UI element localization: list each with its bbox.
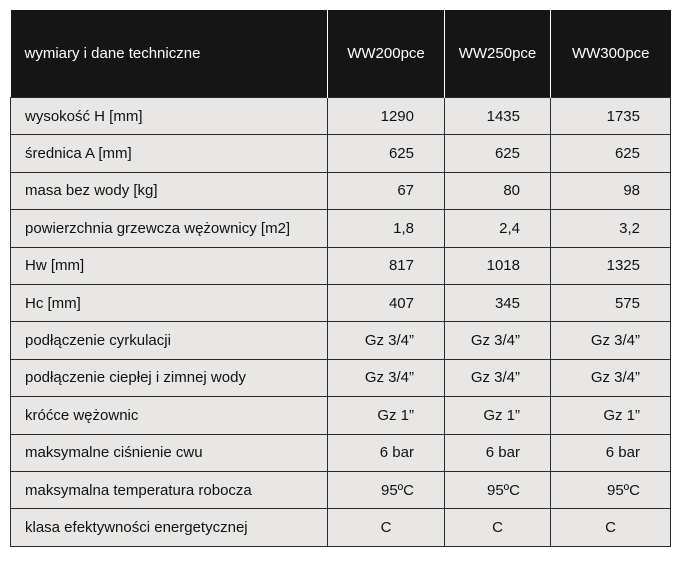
row-value-ww300pce: 6 bar xyxy=(551,434,671,471)
row-label: klasa efektywności energetycznej xyxy=(11,509,328,546)
table-row xyxy=(11,172,671,209)
row-value-ww300pce: 95ºC xyxy=(551,471,671,508)
table-row xyxy=(11,434,671,471)
row-value-ww300pce: 1325 xyxy=(551,247,671,284)
row-value-ww300pce: 575 xyxy=(551,284,671,321)
row-label: maksymalna temperatura robocza xyxy=(11,471,328,508)
row-label: średnica A [mm] xyxy=(11,135,328,172)
row-value-ww200pce: Gz 1” xyxy=(328,397,445,434)
header-label: wymiary i dane techniczne xyxy=(11,10,328,98)
row-value-ww250pce: C xyxy=(445,509,551,546)
table-body xyxy=(11,98,671,547)
row-value-ww300pce: 98 xyxy=(551,172,671,209)
header-model-ww300pce: WW300pce xyxy=(551,10,671,98)
row-value-ww250pce: 345 xyxy=(445,284,551,321)
row-value-ww200pce: C xyxy=(328,509,445,546)
table-row xyxy=(11,397,671,434)
row-label: Hc [mm] xyxy=(11,284,328,321)
row-value-ww200pce: 1290 xyxy=(328,98,445,135)
row-value-ww250pce: 1018 xyxy=(445,247,551,284)
header-row xyxy=(11,10,671,98)
row-value-ww200pce: 817 xyxy=(328,247,445,284)
row-value-ww250pce: 95ºC xyxy=(445,471,551,508)
table-row xyxy=(11,135,671,172)
row-value-ww300pce: Gz 1” xyxy=(551,397,671,434)
row-value-ww200pce: 1,8 xyxy=(328,210,445,247)
row-value-ww300pce: Gz 3/4” xyxy=(551,359,671,396)
row-label: wysokość H [mm] xyxy=(11,98,328,135)
row-value-ww200pce: 67 xyxy=(328,172,445,209)
row-label: maksymalne ciśnienie cwu xyxy=(11,434,328,471)
row-value-ww250pce: Gz 1” xyxy=(445,397,551,434)
table-header xyxy=(11,10,671,98)
row-value-ww300pce: 625 xyxy=(551,135,671,172)
table-row xyxy=(11,284,671,321)
row-label: króćce wężownic xyxy=(11,397,328,434)
table-row xyxy=(11,98,671,135)
row-value-ww200pce: 95ºC xyxy=(328,471,445,508)
header-model-ww250pce: WW250pce xyxy=(445,10,551,98)
row-value-ww250pce: 2,4 xyxy=(445,210,551,247)
row-label: podłączenie cyrkulacji xyxy=(11,322,328,359)
table-row xyxy=(11,359,671,396)
row-value-ww300pce: 3,2 xyxy=(551,210,671,247)
row-label: Hw [mm] xyxy=(11,247,328,284)
row-value-ww200pce: Gz 3/4” xyxy=(328,322,445,359)
technical-data-table xyxy=(10,10,671,547)
row-value-ww250pce: 80 xyxy=(445,172,551,209)
row-value-ww300pce: Gz 3/4” xyxy=(551,322,671,359)
row-value-ww250pce: 1435 xyxy=(445,98,551,135)
row-value-ww300pce: C xyxy=(551,509,671,546)
row-value-ww250pce: Gz 3/4” xyxy=(445,322,551,359)
row-label: powierzchnia grzewcza wężownicy [m2] xyxy=(11,210,328,247)
row-value-ww300pce: 1735 xyxy=(551,98,671,135)
row-label: masa bez wody [kg] xyxy=(11,172,328,209)
row-label: podłączenie ciepłej i zimnej wody xyxy=(11,359,328,396)
row-value-ww250pce: 6 bar xyxy=(445,434,551,471)
table-row xyxy=(11,247,671,284)
row-value-ww200pce: 6 bar xyxy=(328,434,445,471)
row-value-ww200pce: 407 xyxy=(328,284,445,321)
table-row xyxy=(11,322,671,359)
row-value-ww200pce: Gz 3/4” xyxy=(328,359,445,396)
table-row xyxy=(11,509,671,546)
row-value-ww250pce: 625 xyxy=(445,135,551,172)
row-value-ww200pce: 625 xyxy=(328,135,445,172)
table-row xyxy=(11,210,671,247)
table-row xyxy=(11,471,671,508)
row-value-ww250pce: Gz 3/4” xyxy=(445,359,551,396)
header-model-ww200pce: WW200pce xyxy=(328,10,445,98)
